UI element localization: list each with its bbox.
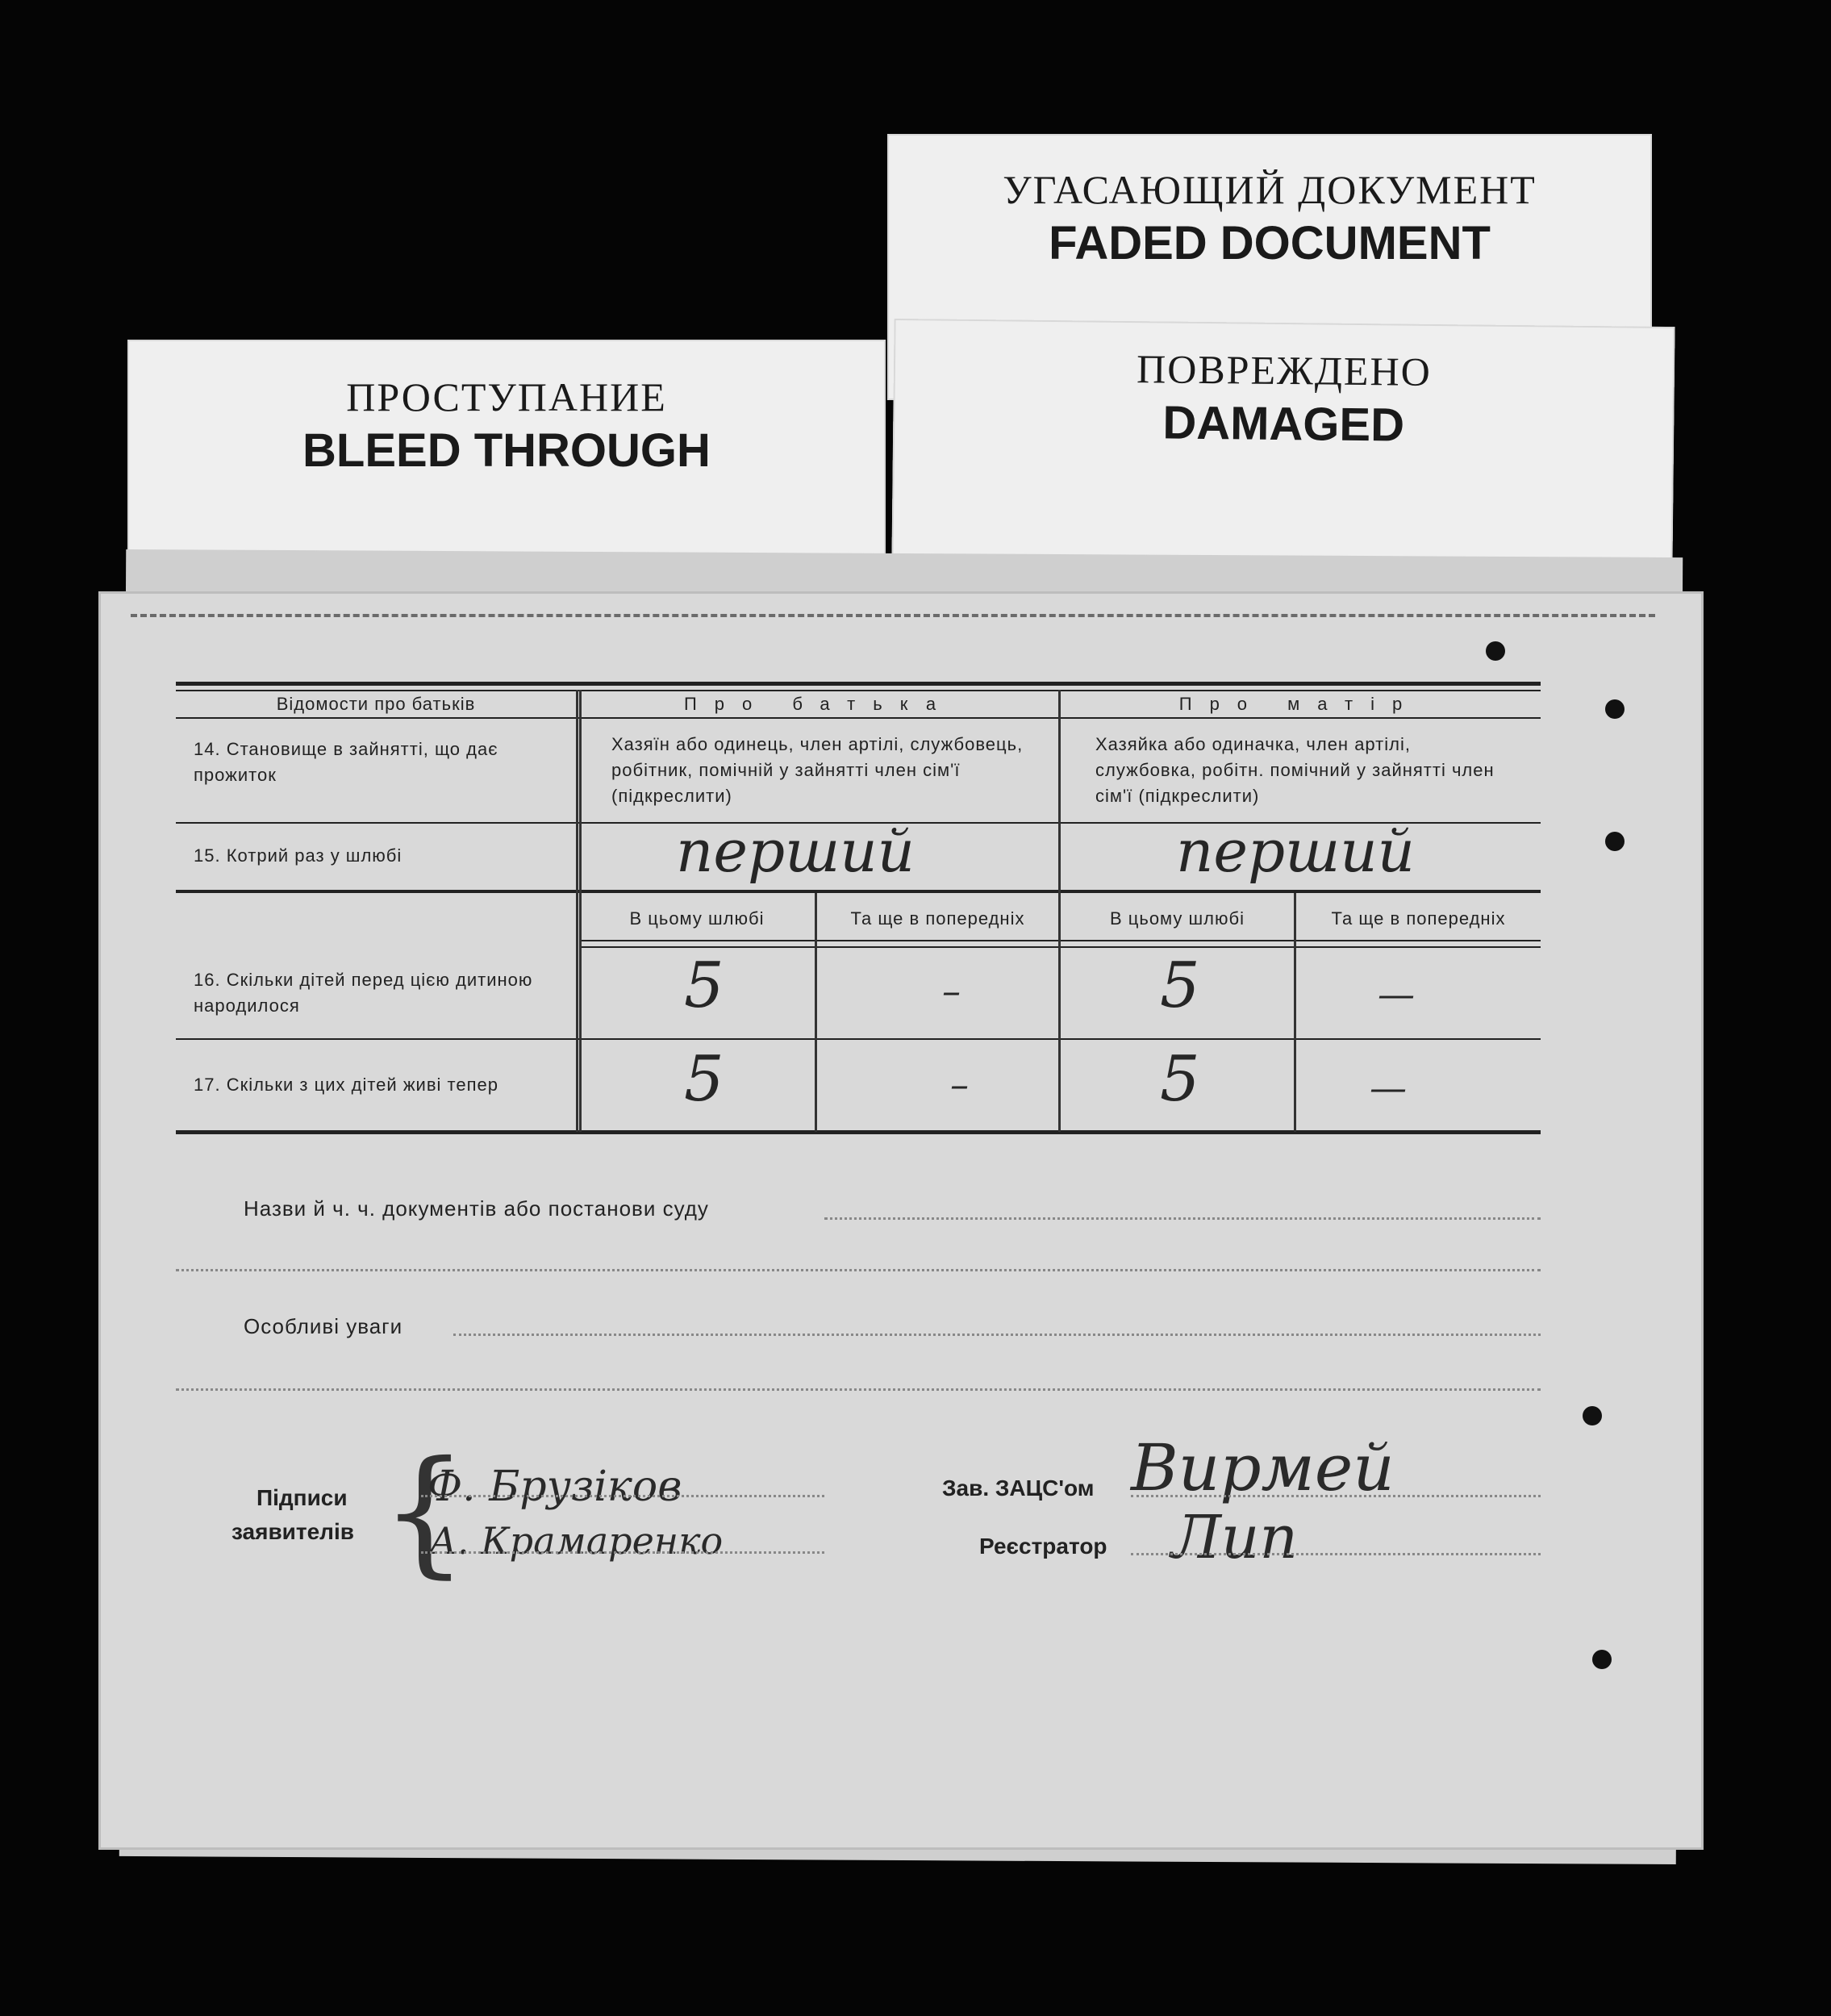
mother-this-marriage-header: В цьому шлюбі bbox=[1109, 908, 1245, 929]
header-father: Про батька bbox=[683, 694, 954, 714]
row15-label: 15. Котрий раз у шлюбі bbox=[194, 845, 402, 866]
father-this-marriage-header: В цьому шлюбі bbox=[629, 908, 765, 929]
applicant-1-signature: Ф. Брузіков bbox=[428, 1463, 682, 1511]
row15-mother-value: перший bbox=[1176, 817, 1416, 885]
row16-father-prev: – bbox=[942, 969, 961, 1012]
damaged-label-ru: ПОВРЕЖДЕНО bbox=[1136, 346, 1433, 394]
row17-mother-this: 5 bbox=[1160, 1043, 1200, 1116]
remarks-field-line bbox=[453, 1334, 1541, 1336]
punch-mark bbox=[1605, 699, 1625, 719]
mother-previous-header: Та ще в попередніх bbox=[1331, 908, 1506, 929]
applicants-label-1: Підписи bbox=[257, 1485, 348, 1510]
head-zags-label: Зав. ЗАЦС'ом bbox=[942, 1475, 1095, 1501]
punch-mark bbox=[1592, 1650, 1612, 1669]
head-zags-signature: Вирмей bbox=[1131, 1430, 1395, 1505]
applicant-2-line bbox=[421, 1551, 824, 1554]
registrar-label: Реєстратор bbox=[979, 1534, 1107, 1559]
row14-label: 14. Становище в зайнятті, що дає прожиток bbox=[194, 739, 498, 785]
punch-mark bbox=[1605, 832, 1625, 851]
punch-mark bbox=[1583, 1406, 1602, 1425]
remarks-field-line-2 bbox=[176, 1388, 1541, 1391]
applicant-2-signature: А. Крамаренко bbox=[429, 1519, 724, 1563]
header-parents-info: Відомости про батьків bbox=[276, 694, 476, 714]
damaged-label bbox=[891, 319, 1675, 569]
documents-field-line bbox=[824, 1217, 1541, 1220]
row15-father-value: перший bbox=[676, 817, 916, 885]
row17-mother-prev: — bbox=[1370, 1066, 1407, 1109]
bleed-label-en: BLEED THROUGH bbox=[302, 424, 711, 477]
row14-father: Хазяїн або одинець, член артілі, службовець, робітник, помічній у зайнятті член сім'ї (підкреслити) bbox=[611, 734, 1024, 806]
documents-field-line-2 bbox=[176, 1269, 1541, 1271]
father-previous-header: Та ще в попередніх bbox=[850, 908, 1025, 929]
damaged-label-en: DAMAGED bbox=[1162, 396, 1405, 452]
registrar-line bbox=[1131, 1553, 1541, 1555]
row16-father-this: 5 bbox=[684, 950, 724, 1022]
row16-mother-this: 5 bbox=[1160, 950, 1200, 1022]
bleed-label-ru: ПРОСТУПАНИЕ bbox=[346, 374, 667, 419]
row17-father-this: 5 bbox=[684, 1043, 724, 1116]
perforation-line bbox=[131, 614, 1655, 617]
row16-label: 16. Скільки дітей перед цією дитиною народилося bbox=[194, 970, 533, 1016]
applicant-1-line bbox=[421, 1495, 824, 1497]
parents-info-table bbox=[176, 682, 1541, 1135]
row17-father-prev: – bbox=[950, 1062, 969, 1106]
head-zags-line bbox=[1131, 1495, 1541, 1497]
registrar-signature: Лип bbox=[1171, 1503, 1299, 1572]
faded-label-ru: УГАСАЮЩИЙ ДОКУМЕНТ bbox=[1003, 167, 1537, 212]
applicants-label-2: заявителів bbox=[231, 1519, 354, 1544]
header-mother: Про матір bbox=[1178, 694, 1420, 714]
row14-mother: Хазяйка або одиначка, член артілі, службовка, робітн. помічний у зайнятті член сім'ї (підкреслити) bbox=[1095, 734, 1495, 806]
documents-field-label: Назви й ч. ч. документів або постанови суду bbox=[244, 1196, 709, 1221]
bleed-through-label bbox=[127, 340, 886, 582]
faded-label-en: FADED DOCUMENT bbox=[1049, 217, 1491, 269]
row16-mother-prev: — bbox=[1378, 972, 1415, 1016]
punch-mark bbox=[1486, 641, 1505, 661]
row17-label: 17. Скільки з цих дітей живі тепер bbox=[194, 1075, 498, 1095]
remarks-field-label: Особливі уваги bbox=[244, 1314, 403, 1338]
applicants-brace: { bbox=[381, 1432, 469, 1592]
registration-form-sheet bbox=[98, 591, 1704, 1850]
